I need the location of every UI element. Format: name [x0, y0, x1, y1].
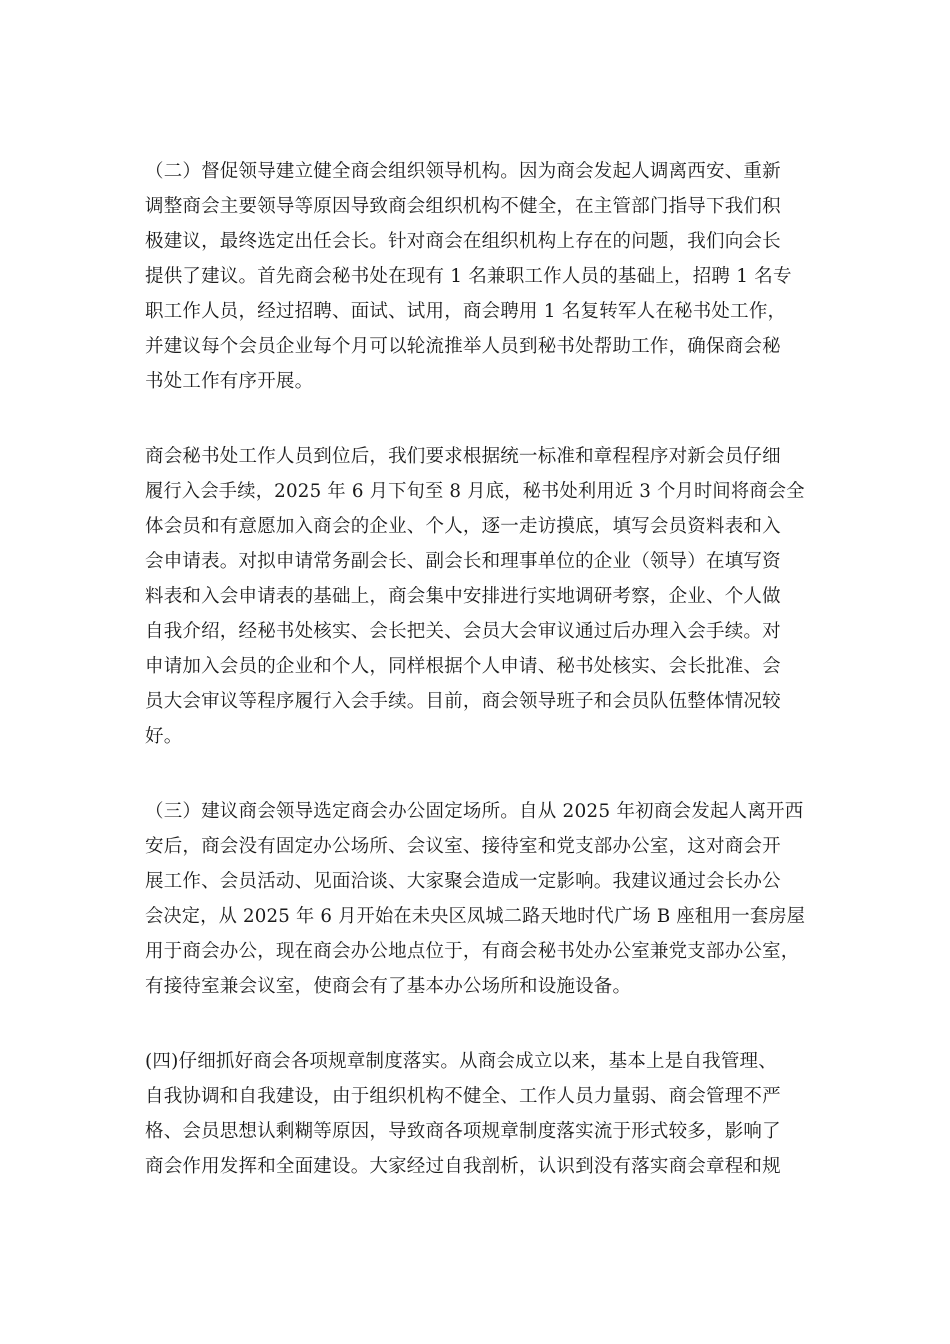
- text-line: 展工作、会员活动、见面洽谈、大家聚会造成一定影响。我建议通过会长办公: [145, 871, 781, 892]
- text-line: 并建议每个会员企业每个月可以轮流推举人员到秘书处帮助工作，确保商会秘: [145, 336, 781, 357]
- text-line: 商会作用发挥和全面建设。大家经过自我剖析，认识到没有落实商会章程和规: [145, 1156, 781, 1177]
- text-line: （二）督促领导建立健全商会组织领导机构。因为商会发起人调离西安、重新: [145, 161, 781, 182]
- text-line: 员大会审议等程序履行入会手续。目前，商会领导班子和会员队伍整体情况较: [145, 691, 781, 712]
- text-line: 商会秘书处工作人员到位后，我们要求根据统一标准和章程程序对新会员仔细: [145, 446, 781, 467]
- text-line: 会决定，从 2025 年 6 月开始在未央区凤城二路天地时代广场 B 座租用一套房屋: [145, 906, 806, 927]
- text-line: 自我介绍，经秘书处核实、会长把关、会员大会审议通过后办理入会手续。对: [145, 621, 781, 642]
- text-line: 调整商会主要领导等原因导致商会组织机构不健全，在主管部门指导下我们积: [145, 196, 781, 217]
- text-line: 申请加入会员的企业和个人，同样根据个人申请、秘书处核实、会长批准、会: [145, 656, 781, 677]
- text-line: 会申请表。对拟申请常务副会长、副会长和理事单位的企业（领导）在填写资: [145, 551, 781, 572]
- text-line: 自我协调和自我建设，由于组织机构不健全、工作人员力量弱、商会管理不严: [145, 1086, 781, 1107]
- text-line: 书处工作有序开展。: [145, 371, 314, 392]
- text-line: 极建议，最终选定出任会长。针对商会在组织机构上存在的问题，我们向会长: [145, 231, 781, 252]
- text-line: （三）建议商会领导选定商会办公固定场所。自从 2025 年初商会发起人离开西: [145, 801, 804, 822]
- text-line: 用于商会办公，现在商会办公地点位于，有商会秘书处办公室兼党支部办公室，: [145, 941, 800, 962]
- text-line: 有接待室兼会议室，使商会有了基本办公场所和设施设备。: [145, 976, 632, 997]
- text-line: 料表和入会申请表的基础上，商会集中安排进行实地调研考察，企业、个人做: [145, 586, 781, 607]
- text-line: 好。: [145, 726, 183, 747]
- text-line: 提供了建议。首先商会秘书处在现有 1 名兼职工作人员的基础上，招聘 1 名专: [145, 266, 792, 287]
- text-line: 体会员和有意愿加入商会的企业、个人，逐一走访摸底，填写会员资料表和入: [145, 516, 781, 537]
- text-line: 格、会员思想认剩糊等原因，导致商各项规章制度落实流于形式较多，影响了: [145, 1121, 781, 1142]
- text-line: (四)仔细抓好商会各项规章制度落实。从商会成立以来，基本上是自我管理、: [145, 1051, 777, 1072]
- text-line: 职工作人员，经过招聘、面试、试用，商会聘用 1 名复转军人在秘书处工作，: [145, 301, 787, 322]
- text-line: 安后，商会没有固定办公场所、会议室、接待室和党支部办公室，这对商会开: [145, 836, 781, 857]
- text-line: 履行入会手续，2025 年 6 月下旬至 8 月底，秘书处利用近 3 个月时间将商会全: [145, 481, 805, 502]
